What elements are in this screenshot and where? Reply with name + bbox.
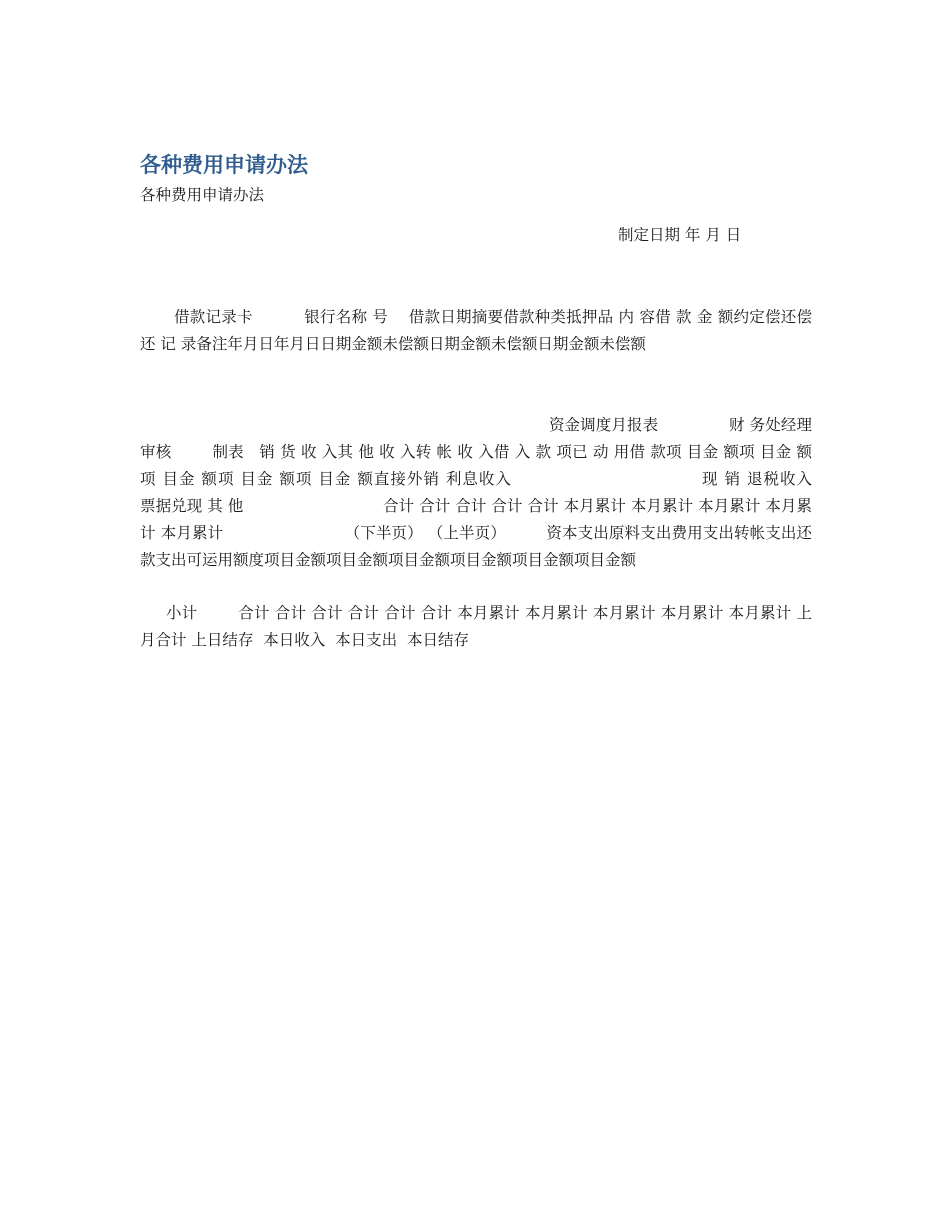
daily-summary-text: 小计 合计 合计 合计 合计 合计 合计 本月累计 本月累计 本月累计 本月累计 本月累计 上月合计 上日结存 本日收入 本日支出 本日结存 (140, 604, 812, 649)
document-title: 各种费用申请办法 (140, 153, 308, 177)
fund-monthly-report-text: 资金调度月报表 财 务处经理审核 制表 销 货 收 入其 他 收 入转 帐 收 入借 入 款 项已 动 用借 款项 目金 额项 目金 额项 目金 额项 目金 额项 目金 额直接外销 利息收入 现 销 退税收入 票据兑现 其 他 合计 合计 合计 合计 合计 本月累计 本月累计 本月累计 本月累计 本月累计 （下半页） （上半页） 资本支出原料支出费用支出转帐支出还款支出可运用额度项目金额项目金额项目金额项目金额项目金额项目金额 (140, 416, 936, 569)
enactment-date-line: 制定日期 年 月 日 (618, 226, 742, 244)
document-subtitle: 各种费用申请办法 (140, 186, 265, 204)
loan-record-card-text: 借款记录卡 银行名称 号 借款日期摘要借款种类抵押品 内 容借 款 金 额约定偿还偿 还 记 录备注年月日年月日日期金额未偿额日期金额未偿额日期金额未偿额 (140, 308, 817, 353)
document-body (140, 148, 936, 654)
